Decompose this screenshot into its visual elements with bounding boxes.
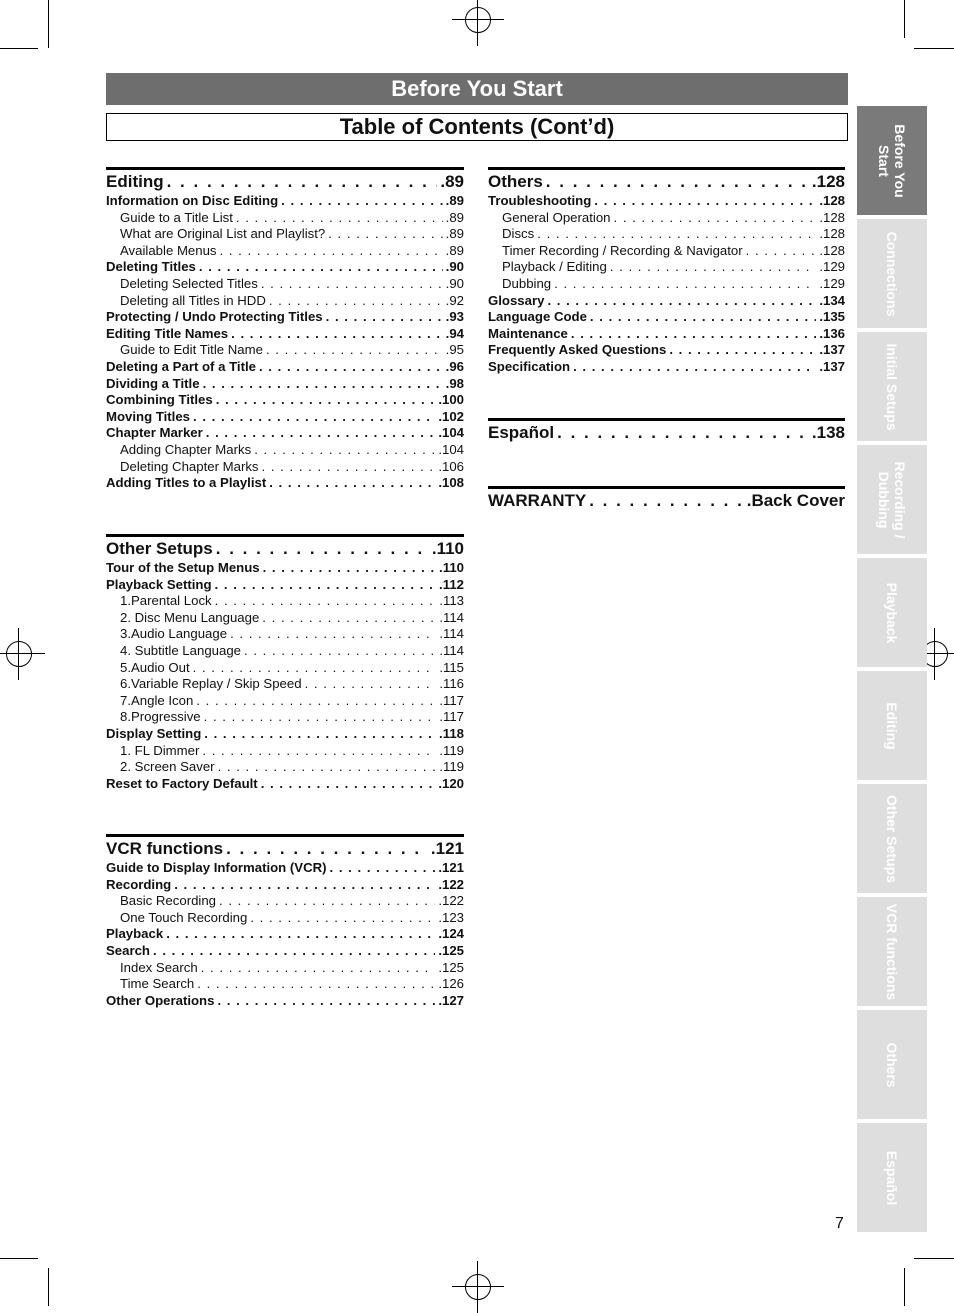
toc-subentry[interactable] bbox=[106, 676, 464, 693]
dot-leader bbox=[590, 309, 816, 326]
crop-mark bbox=[0, 1258, 38, 1259]
side-tab-other-setups[interactable] bbox=[857, 784, 927, 893]
dot-leader bbox=[266, 342, 443, 359]
dot-leader bbox=[571, 326, 816, 343]
dot-leader bbox=[594, 193, 816, 210]
crop-mark bbox=[904, 1268, 905, 1306]
toc-entry-page: .125 bbox=[438, 942, 464, 958]
toc-subentry[interactable] bbox=[106, 626, 464, 643]
toc-entry-page: .113 bbox=[439, 593, 464, 609]
dot-leader bbox=[269, 293, 443, 310]
toc-entry-page: .119 bbox=[439, 759, 464, 775]
toc-entry-label: Basic Recording bbox=[120, 893, 217, 909]
toc-entry-label: Index Search bbox=[120, 959, 198, 975]
toc-entry[interactable] bbox=[106, 259, 464, 276]
dot-leader bbox=[669, 342, 816, 359]
toc-subentry[interactable] bbox=[106, 976, 464, 993]
dot-leader bbox=[220, 243, 443, 260]
registration-mark bbox=[465, 1274, 491, 1300]
toc-entry-label: Dividing a Title bbox=[106, 375, 200, 391]
toc-subentry[interactable] bbox=[106, 759, 464, 776]
dot-leader bbox=[281, 193, 442, 210]
toc-entry-page: .124 bbox=[438, 926, 464, 942]
toc-entry[interactable] bbox=[106, 877, 464, 894]
toc-entry-page: .90 bbox=[445, 259, 464, 275]
toc-entry-label: Playback / Editing bbox=[502, 259, 607, 275]
toc-entry[interactable] bbox=[488, 293, 845, 310]
toc-entry-page: .119 bbox=[439, 742, 464, 758]
toc-entry-label: Guide to a Title List bbox=[120, 209, 233, 225]
toc-entry-page: .104 bbox=[438, 425, 464, 441]
toc-entry-page: .106 bbox=[438, 458, 464, 474]
toc-entry-page: .117 bbox=[439, 709, 464, 725]
dot-leader bbox=[215, 593, 437, 610]
toc-subentry[interactable] bbox=[106, 743, 464, 760]
toc-entry[interactable] bbox=[106, 425, 464, 442]
dot-leader bbox=[269, 475, 435, 492]
toc-entry-page: .89 bbox=[445, 242, 464, 258]
side-tab-label: Recording / Dubbing bbox=[876, 460, 908, 539]
crop-mark bbox=[904, 0, 905, 38]
toc-entry-label: Recording bbox=[106, 876, 172, 892]
toc-entry[interactable] bbox=[106, 193, 464, 210]
dot-leader bbox=[219, 893, 435, 910]
toc-entry-label: Editing Title Names bbox=[106, 325, 229, 341]
toc-entry[interactable] bbox=[106, 309, 464, 326]
toc-entry-page: .128 bbox=[819, 193, 845, 208]
toc-entry[interactable] bbox=[106, 926, 464, 943]
toc-subentry[interactable] bbox=[106, 910, 464, 927]
toc-entry-label: Playback bbox=[106, 926, 164, 942]
dot-leader bbox=[546, 171, 809, 193]
toc-entry-page: .123 bbox=[438, 909, 464, 925]
dot-leader bbox=[547, 293, 816, 310]
side-tab-editing[interactable] bbox=[857, 671, 927, 780]
toc-entry-page: .104 bbox=[438, 441, 464, 457]
toc-entry[interactable] bbox=[488, 342, 845, 359]
toc-subentry[interactable] bbox=[106, 293, 464, 310]
toc-subentry[interactable] bbox=[106, 693, 464, 710]
toc-entry-page: .128 bbox=[819, 209, 845, 225]
dot-leader bbox=[204, 726, 436, 743]
toc-entry-page: .108 bbox=[438, 475, 464, 491]
dot-leader bbox=[254, 442, 435, 459]
toc-entry-label: What are Original List and Playlist? bbox=[120, 226, 326, 242]
toc-entry-label: Available Menus bbox=[120, 242, 217, 258]
toc-entry-page: .93 bbox=[445, 309, 464, 325]
side-tab-label: VCR functions bbox=[884, 903, 900, 1000]
dot-leader bbox=[328, 226, 442, 243]
toc-entry-label: One Touch Recording bbox=[120, 909, 248, 925]
dot-leader bbox=[554, 276, 816, 293]
toc-entry-page: .129 bbox=[819, 259, 845, 275]
dot-leader bbox=[557, 422, 809, 444]
side-tab-label: Other Setups bbox=[884, 794, 900, 883]
toc-section-warranty bbox=[488, 486, 845, 512]
toc-entry-label: Deleting Titles bbox=[106, 259, 196, 275]
toc-entry-label: Deleting all Titles in HDD bbox=[120, 292, 266, 308]
toc-entry[interactable] bbox=[488, 309, 845, 326]
crop-mark bbox=[48, 1268, 49, 1306]
toc-entry-label: Tour of the Setup Menus bbox=[106, 560, 260, 575]
toc-entry-label: Reset to Factory Default bbox=[106, 775, 258, 791]
toc-entry-label: Deleting Selected Titles bbox=[120, 275, 258, 291]
side-tab-others[interactable] bbox=[857, 1010, 927, 1119]
toc-entry-page: .118 bbox=[439, 725, 464, 741]
dot-leader bbox=[259, 359, 443, 376]
toc-section-title: WARRANTY bbox=[488, 491, 587, 510]
toc-subentry[interactable] bbox=[106, 226, 464, 243]
toc-entry-label: Search bbox=[106, 942, 150, 958]
registration-mark bbox=[465, 7, 491, 33]
toc-section-other-setups bbox=[106, 534, 464, 792]
toc-entry-label: Troubleshooting bbox=[488, 193, 592, 208]
dot-leader bbox=[261, 276, 443, 293]
dot-leader bbox=[746, 243, 817, 260]
toc-entry[interactable] bbox=[106, 409, 464, 426]
toc-section-heading[interactable] bbox=[106, 171, 464, 193]
toc-section-heading[interactable] bbox=[106, 838, 464, 860]
side-tab-label: Playback bbox=[884, 582, 900, 643]
side-tab-label: Others bbox=[884, 1041, 900, 1088]
toc-subentry[interactable] bbox=[106, 610, 464, 627]
registration-mark bbox=[6, 641, 32, 667]
toc-entry-label: Combining Titles bbox=[106, 392, 213, 408]
dot-leader bbox=[218, 759, 437, 776]
toc-entry-page: .125 bbox=[438, 959, 464, 975]
side-tab-label: Before You Start bbox=[876, 123, 908, 198]
dot-leader bbox=[305, 676, 437, 693]
toc-entry-page: .90 bbox=[445, 275, 464, 291]
toc-entry-label: Specification bbox=[488, 358, 571, 374]
toc-section-title: Other Setups bbox=[106, 539, 213, 558]
toc-subentry[interactable] bbox=[106, 709, 464, 726]
toc-subentry[interactable] bbox=[106, 442, 464, 459]
toc-section-title: Editing bbox=[106, 172, 164, 191]
toc-subentry[interactable] bbox=[106, 893, 464, 910]
toc-entry-page: .114 bbox=[439, 609, 464, 625]
toc-entry[interactable] bbox=[106, 776, 464, 793]
toc-subentry[interactable] bbox=[106, 593, 464, 610]
dot-leader bbox=[537, 226, 816, 243]
toc-entry-label: Guide to Edit Title Name bbox=[120, 342, 263, 358]
dot-leader bbox=[614, 210, 817, 227]
toc-entry-page: .92 bbox=[445, 292, 464, 308]
toc-entry-page: .127 bbox=[438, 992, 464, 1008]
dot-leader bbox=[166, 926, 435, 943]
dot-leader bbox=[330, 860, 436, 877]
dot-leader bbox=[326, 309, 443, 326]
toc-section-title: VCR functions bbox=[106, 839, 224, 858]
toc-section-page: .128 bbox=[811, 172, 845, 191]
toc-entry-label: Other Operations bbox=[106, 992, 215, 1008]
toc-section-heading[interactable] bbox=[488, 490, 845, 512]
dot-leader bbox=[193, 660, 437, 677]
side-tab-initial-setups[interactable] bbox=[857, 332, 927, 441]
toc-entry-label: Maintenance bbox=[488, 325, 568, 341]
toc-entry[interactable] bbox=[106, 577, 464, 594]
toc-entry-label: Deleting Chapter Marks bbox=[120, 458, 259, 474]
toc-subentry[interactable] bbox=[106, 276, 464, 293]
toc-entry-label: 4. Subtitle Language bbox=[120, 642, 241, 658]
toc-entry[interactable] bbox=[106, 392, 464, 409]
toc-entry-page: .120 bbox=[438, 775, 464, 791]
dot-leader bbox=[199, 259, 443, 276]
dot-leader bbox=[174, 877, 435, 894]
toc-section-page: .138 bbox=[811, 423, 845, 442]
toc-entry-label: Glossary bbox=[488, 292, 545, 308]
side-tab-strip bbox=[857, 106, 927, 1236]
dot-leader bbox=[217, 993, 435, 1010]
toc-entry-page: .126 bbox=[438, 976, 464, 992]
toc-entry-page: .129 bbox=[819, 275, 845, 291]
section-banner: Before You Start bbox=[106, 73, 848, 105]
toc-entry[interactable] bbox=[106, 359, 464, 376]
crop-mark bbox=[914, 48, 954, 49]
toc-entry-page: .95 bbox=[445, 342, 464, 358]
toc-entry-page: .110 bbox=[439, 560, 464, 575]
toc-entry-page: .134 bbox=[819, 292, 845, 308]
toc-entry-label: Language Code bbox=[488, 309, 587, 325]
toc-entry-page: .128 bbox=[819, 226, 845, 242]
toc-entry-label: Adding Titles to a Playlist bbox=[106, 475, 267, 491]
toc-entry-label: Moving Titles bbox=[106, 408, 191, 424]
toc-subentry[interactable] bbox=[488, 276, 845, 293]
side-tab-connections[interactable] bbox=[857, 219, 927, 328]
toc-entry-label: Protecting / Undo Protecting Titles bbox=[106, 309, 323, 325]
toc-subentry[interactable] bbox=[488, 210, 845, 227]
dot-leader bbox=[202, 743, 436, 760]
dot-leader bbox=[573, 359, 816, 376]
toc-entry-page: .102 bbox=[438, 408, 464, 424]
toc-entry-page: .117 bbox=[439, 692, 464, 708]
toc-section-page: .Back Cover bbox=[746, 491, 845, 510]
toc-section-heading[interactable] bbox=[488, 171, 845, 193]
toc-entry-label: Time Search bbox=[120, 976, 195, 992]
dot-leader bbox=[206, 425, 436, 442]
side-tab-espanol[interactable] bbox=[857, 1123, 927, 1232]
toc-entry-label: Chapter Marker bbox=[106, 425, 203, 441]
side-tab-label: Initial Setups bbox=[884, 342, 900, 431]
dot-leader bbox=[250, 910, 435, 927]
toc-entry[interactable] bbox=[106, 726, 464, 743]
toc-section-others bbox=[488, 167, 845, 376]
toc-entry-label: General Operation bbox=[502, 209, 611, 225]
toc-entry-label: Deleting a Part of a Title bbox=[106, 358, 256, 374]
toc-entry-page: .135 bbox=[819, 309, 845, 325]
dot-leader bbox=[167, 171, 438, 193]
toc-entry-page: .89 bbox=[445, 209, 464, 225]
toc-entry-label: Timer Recording / Recording & Navigator bbox=[502, 242, 743, 258]
side-tab-before-you-start[interactable] bbox=[857, 106, 927, 215]
toc-entry-page: .98 bbox=[445, 375, 464, 391]
dot-leader bbox=[203, 376, 443, 393]
toc-entry[interactable] bbox=[488, 359, 845, 376]
dot-leader bbox=[263, 560, 436, 577]
toc-entry-label: 3.Audio Language bbox=[120, 626, 228, 642]
dot-leader bbox=[230, 626, 436, 643]
dot-leader bbox=[215, 577, 437, 594]
dot-leader bbox=[226, 838, 428, 860]
toc-entry-page: .137 bbox=[819, 358, 845, 374]
toc-entry[interactable] bbox=[106, 943, 464, 960]
toc-section-espanol bbox=[488, 418, 845, 444]
toc-subentry[interactable] bbox=[106, 342, 464, 359]
toc-entry-page: .89 bbox=[445, 193, 464, 208]
crop-mark bbox=[0, 48, 38, 49]
toc-subentry[interactable] bbox=[488, 243, 845, 260]
toc-entry-label: Information on Disc Editing bbox=[106, 193, 279, 208]
side-tab-label: Español bbox=[884, 1150, 900, 1205]
toc-entry-label: 7.Angle Icon bbox=[120, 692, 194, 708]
toc-entry-page: .114 bbox=[439, 626, 464, 642]
toc-entry-label: Adding Chapter Marks bbox=[120, 441, 252, 457]
toc-section-page: .121 bbox=[430, 839, 464, 858]
crop-mark bbox=[914, 1258, 954, 1259]
dot-leader bbox=[216, 392, 436, 409]
toc-entry-label: 6.Variable Replay / Skip Speed bbox=[120, 676, 302, 692]
toc-entry-page: .121 bbox=[438, 860, 464, 875]
toc-entry[interactable] bbox=[106, 560, 464, 577]
toc-entry-page: .114 bbox=[439, 642, 464, 658]
toc-entry-page: .115 bbox=[439, 659, 464, 675]
toc-entry-label: Discs bbox=[502, 226, 535, 242]
toc-entry[interactable] bbox=[488, 326, 845, 343]
dot-leader bbox=[236, 210, 443, 227]
side-tab-playback[interactable] bbox=[857, 558, 927, 667]
toc-entry-label: 2. Screen Saver bbox=[120, 759, 215, 775]
dot-leader bbox=[262, 610, 436, 627]
dot-leader bbox=[610, 259, 817, 276]
dot-leader bbox=[262, 459, 436, 476]
dot-leader bbox=[261, 776, 436, 793]
toc-entry[interactable] bbox=[106, 376, 464, 393]
side-tab-recording-dubbing[interactable] bbox=[857, 445, 927, 554]
dot-leader bbox=[589, 490, 744, 512]
toc-section-heading[interactable] bbox=[106, 538, 464, 560]
toc-entry[interactable] bbox=[488, 193, 845, 210]
toc-section-title: Español bbox=[488, 423, 555, 442]
toc-subentry[interactable] bbox=[488, 226, 845, 243]
dot-leader bbox=[153, 943, 435, 960]
toc-section-page: .110 bbox=[431, 539, 464, 558]
side-tab-label: Connections bbox=[884, 231, 900, 316]
toc-entry-label: 8.Progressive bbox=[120, 709, 201, 725]
side-tab-vcr-functions[interactable] bbox=[857, 897, 927, 1006]
toc-entry-page: .89 bbox=[445, 226, 464, 242]
side-tab-label: Editing bbox=[884, 701, 900, 750]
toc-entry-label: Display Setting bbox=[106, 725, 202, 741]
toc-entry-label: 1.Parental Lock bbox=[120, 593, 212, 609]
dot-leader bbox=[216, 538, 429, 560]
toc-entry-label: 2. Disc Menu Language bbox=[120, 609, 260, 625]
toc-entry[interactable] bbox=[106, 475, 464, 492]
dot-leader bbox=[231, 326, 443, 343]
toc-entry-label: Dubbing bbox=[502, 275, 552, 291]
dot-leader bbox=[204, 709, 437, 726]
toc-entry-label: Frequently Asked Questions bbox=[488, 342, 667, 358]
toc-entry-page: .128 bbox=[819, 242, 845, 258]
dot-leader bbox=[201, 960, 436, 977]
dot-leader bbox=[196, 693, 436, 710]
toc-entry[interactable] bbox=[106, 993, 464, 1010]
toc-entry-page: .96 bbox=[445, 358, 464, 374]
toc-entry-page: .112 bbox=[439, 576, 464, 592]
toc-entry[interactable] bbox=[106, 860, 464, 877]
crop-mark bbox=[48, 0, 49, 48]
page-number: 7 bbox=[835, 1215, 844, 1232]
toc-subentry[interactable] bbox=[106, 459, 464, 476]
toc-entry-label: Playback Setting bbox=[106, 576, 212, 592]
toc-section-title: Others bbox=[488, 172, 543, 191]
toc-subentry[interactable] bbox=[106, 243, 464, 260]
toc-entry-page: .136 bbox=[819, 325, 845, 341]
toc-section-editing bbox=[106, 167, 464, 492]
toc-entry-page: .137 bbox=[819, 342, 845, 358]
toc-section-heading[interactable] bbox=[488, 422, 845, 444]
page-title: Table of Contents (Cont’d) bbox=[106, 113, 848, 141]
toc-entry-page: .122 bbox=[438, 893, 464, 909]
toc-subentry[interactable] bbox=[106, 210, 464, 227]
toc-section-page: .89 bbox=[440, 172, 464, 191]
toc-entry-page: .116 bbox=[439, 676, 464, 692]
toc-entry-page: .94 bbox=[445, 325, 464, 341]
toc-entry-label: Guide to Display Information (VCR) bbox=[106, 860, 327, 875]
toc-subentry[interactable] bbox=[106, 660, 464, 677]
toc-subentry[interactable] bbox=[106, 643, 464, 660]
toc-entry-page: .122 bbox=[438, 876, 464, 892]
toc-entry[interactable] bbox=[106, 326, 464, 343]
toc-entry-label: 1. FL Dimmer bbox=[120, 742, 200, 758]
dot-leader bbox=[193, 409, 435, 426]
dot-leader bbox=[244, 643, 436, 660]
toc-subentry[interactable] bbox=[106, 960, 464, 977]
toc-section-vcr-functions bbox=[106, 834, 464, 1009]
toc-entry-page: .100 bbox=[438, 392, 464, 408]
dot-leader bbox=[197, 976, 435, 993]
toc-subentry[interactable] bbox=[488, 259, 845, 276]
toc-entry-label: 5.Audio Out bbox=[120, 659, 190, 675]
